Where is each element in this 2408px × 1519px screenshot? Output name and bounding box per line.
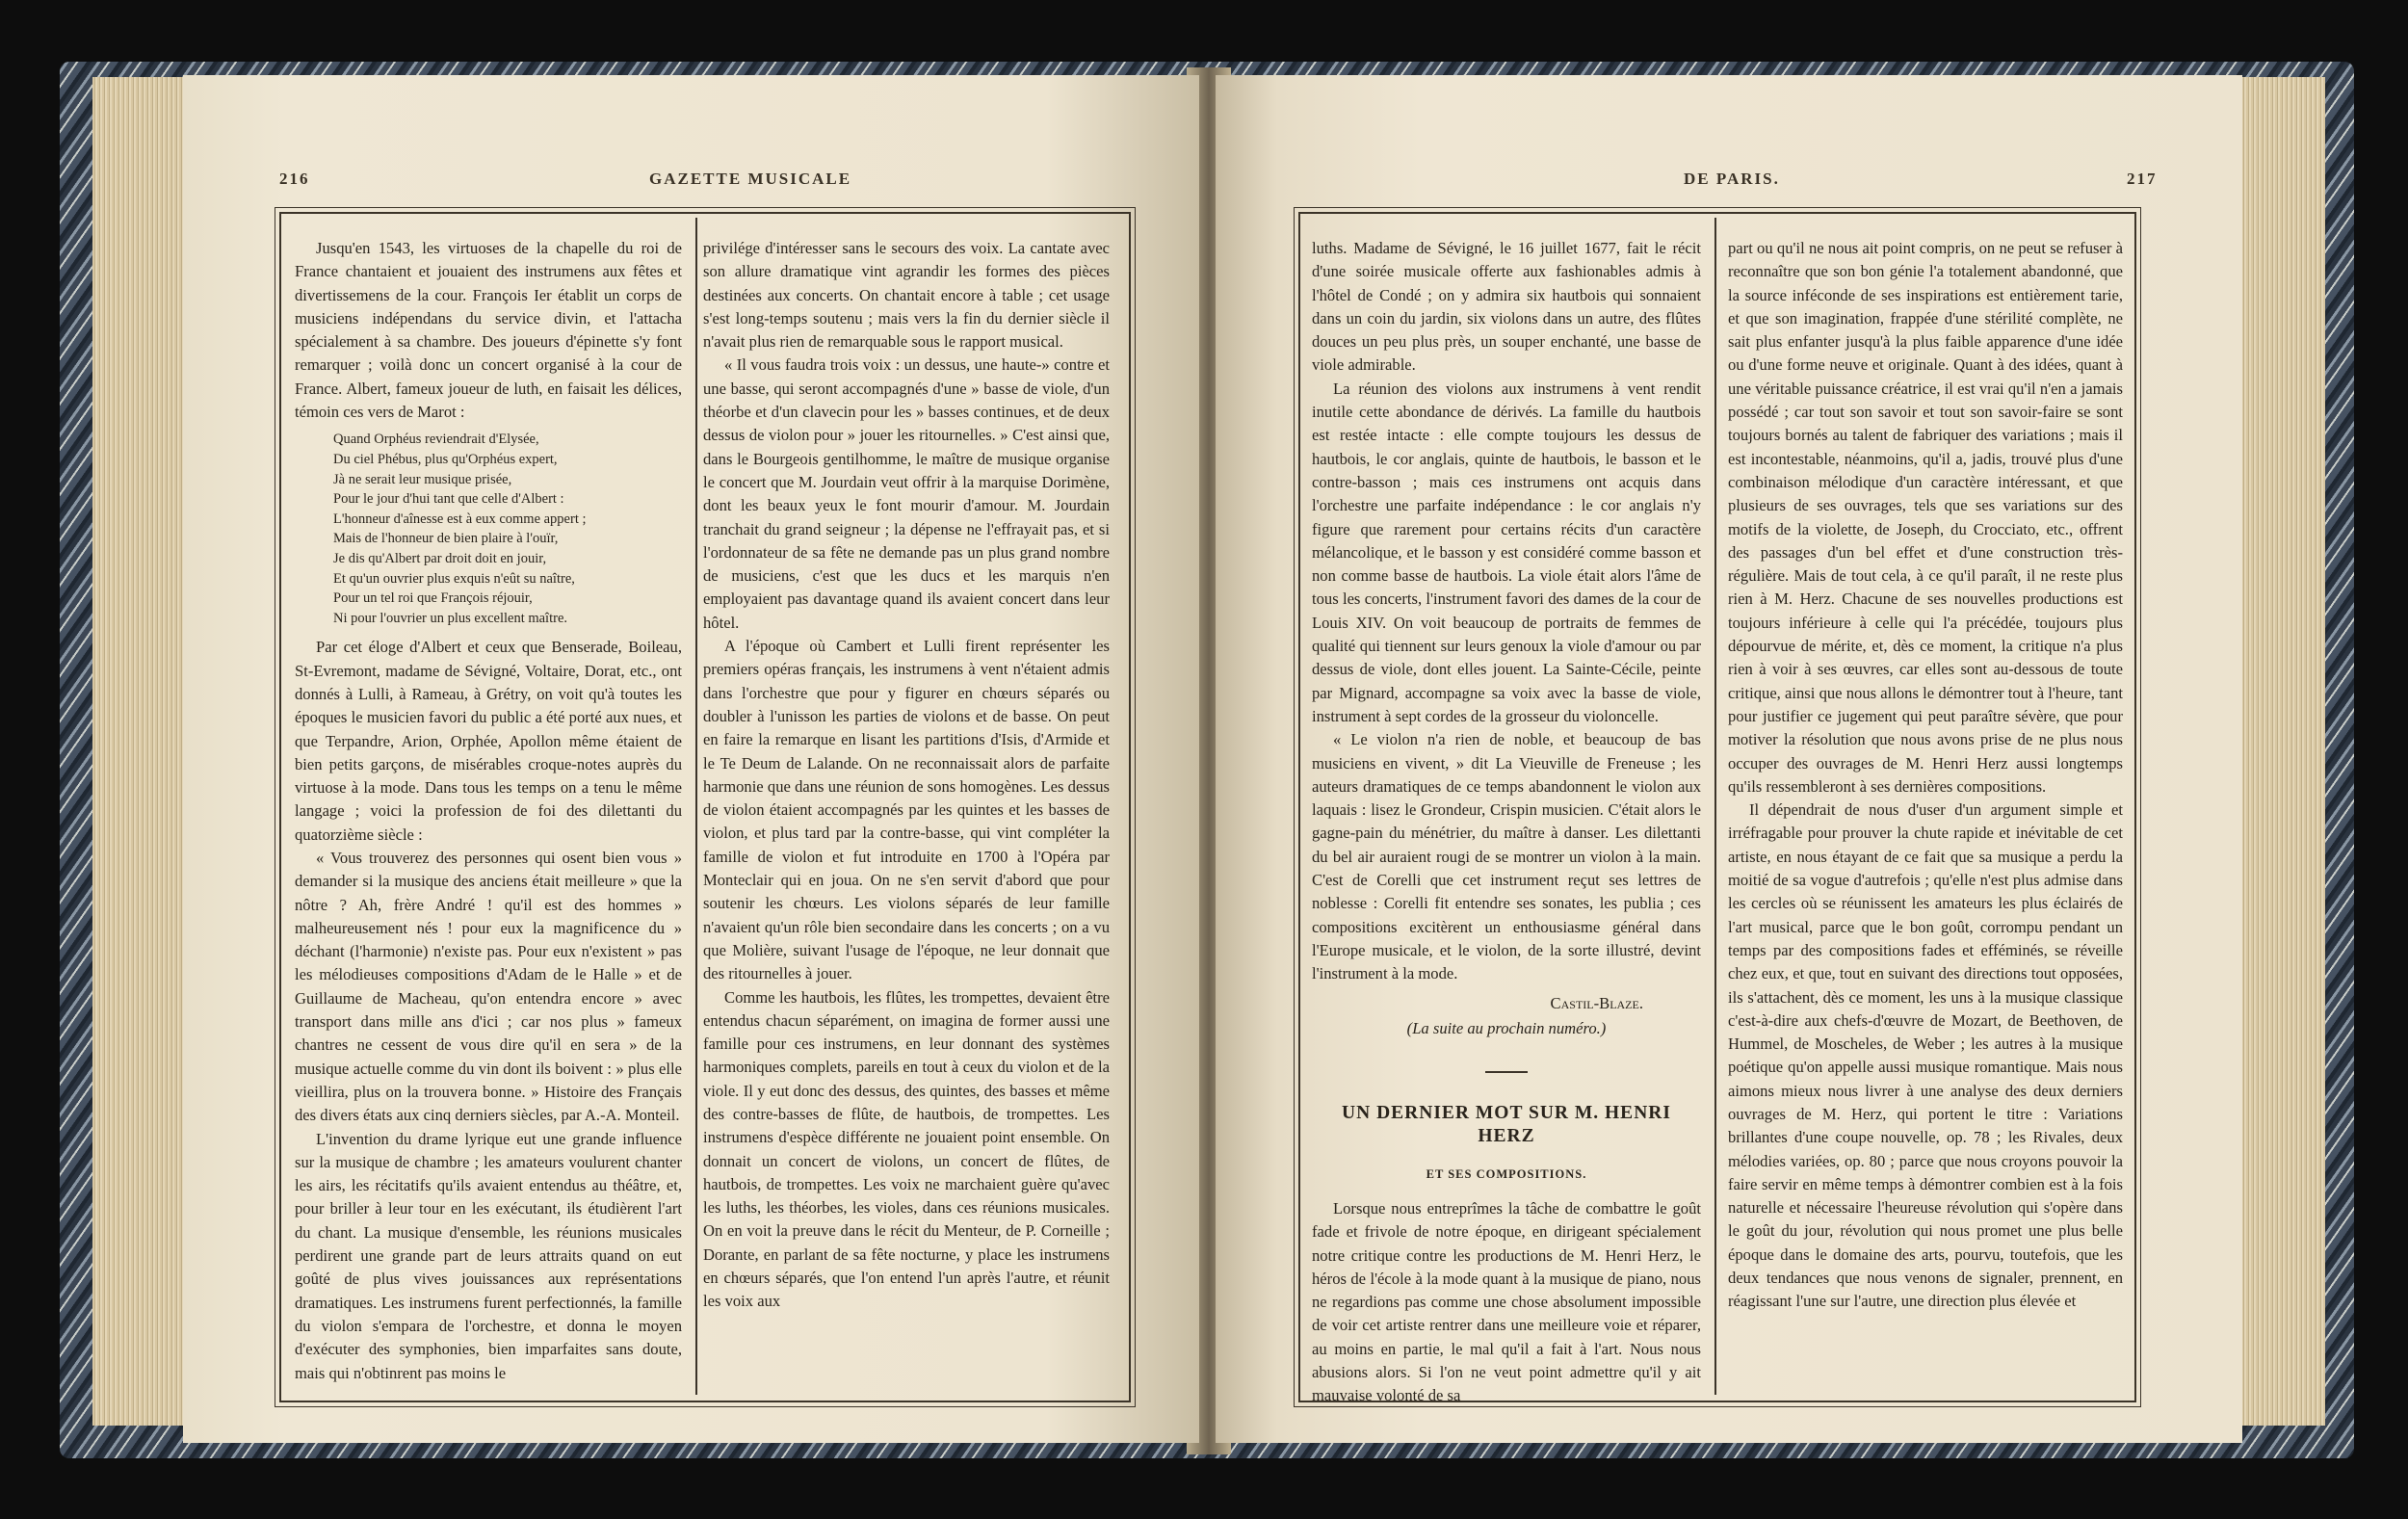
right-column-1 <box>1312 237 1701 1408</box>
right-page-number: 217 <box>2127 170 2158 188</box>
paragraph: L'invention du drame lyrique eut une grande influence sur la musique de chambre ; les amateurs voulurent chanter les airs, les récitatifs qu'ils avaient entendus au théâtre, et, pour briller à leur tour en les exécutant, ils étudièrent l'art du chant. La musique d'ensemble, les réunions musicales perdirent une grande part de leurs attraits quand on eut goûté de plus vives jouissances aux représentations dramatiques. Les instrumens furent perfectionnés, la famille du violon s'empara de l'orchestre, et donna le moyen d'exécuter des symphonies, bien imparfaites sans doute, mais qui n'obtinrent pas moins le <box>295 1129 682 1382</box>
verse-line: Je dis qu'Albert par droit doit en jouir, <box>333 550 547 566</box>
verse-line: Mais de l'honneur de bien plaire à l'ouïr, <box>333 531 559 547</box>
paragraph: « Vous trouverez des personnes qui osent bien vous » demander si la musique des anciens était meilleure » que la nôtre ? Ah, frère André ! qu'il est des hommes » malheureusement nés ! pour eux la magnificence du » déchant (l'harmonie) n'existe pas. Pour eux n'existent » pas les mélodieuses compositions d'Adam de le Halle » et de Guillaume de Macheau, qu'on entendra encore » avec transport dans mille ans d'ici ; car nos plus » fameux chantres ne cessent de vous dire qu'il en sera » de la musique actuelle comme du vin dont ils boivent : » plus elle vieillira, plus on la trouvera bonne. » Histoire des Français des divers états aux cinq derniers siècles, par A.-A. Monteil. <box>295 848 682 1125</box>
left-column-1 <box>295 237 682 1385</box>
marot-verse <box>333 430 682 628</box>
verse-line: Du ciel Phébus, plus qu'Orphéus expert, <box>333 451 558 467</box>
verse-line: Et qu'un ouvrier plus exquis n'eût su naître, <box>333 570 575 587</box>
left-page-number: 216 <box>279 170 310 188</box>
right-running-header: DE PARIS. <box>1684 170 1780 188</box>
verse-line: Pour le jour d'hui tant que celle d'Albert : <box>333 491 564 508</box>
right-column-2 <box>1728 237 2123 1314</box>
verse-line: Pour un tel roi que François réjouir, <box>333 590 533 607</box>
verse-line: Ni pour l'ouvrier un plus excellent maître. <box>333 610 568 626</box>
paragraph: A l'époque où Cambert et Lulli firent représenter les premiers opéras français, les instrumens à vent n'étaient admis dans l'orchestre que pour y figurer en chœurs séparés ou doubler à l'unisson les parties de violons et de basse. On peut en faire la remarque en lisant les partitions d'Isis, d'Armide et le Te Deum de Lalande. On ne reconnaissait alors de parfaite harmonie que dans une réunion de sons homogènes. Les dessus de violon étaient accompagnés par les quintes et les basses de violon, et plus tard par la contre-basse, qui vint compléter la famille de violon et fut introduite en 1700 à l'Opéra par Monteclair qui en joua. On ne s'en servit d'abord que pour soutenir les chœurs. Les violons séparés de leur famille n'avaient qu'un rôle bien secondaire dans les concerts ; on a vu que Molière, suivant l'usage de l'époque, ne leur donnait que des ritournelles à jouer. <box>703 637 1110 983</box>
verse-line: L'honneur d'aînesse est à eux comme appert ; <box>333 511 587 527</box>
section-divider <box>1485 1071 1528 1073</box>
right-column-rule <box>1714 218 1716 1395</box>
article-title: UN DERNIER MOT SUR M. HENRI HERZ <box>1342 1103 1671 1147</box>
verse-line: Quand Orphéus reviendrait d'Elysée, <box>333 432 539 448</box>
left-running-header: GAZETTE MUSICALE <box>649 170 852 188</box>
paragraph: Lorsque nous entreprîmes la tâche de combattre le goût fade et frivole de notre époque, en dirigeant spécialement notre critique contre les productions de M. Henri Herz, le héros de l'école à la mode quant à la musique de piano, nous ne regardions pas comme une chose absolument impossible de voir cet artiste rentrer dans une meilleure voie et réparer, au moins en partie, le mal qu'il a fait à l'art. Nous nous abusions alors. Si l'on ne veut point admettre qu'il y ait mauvaise volonté de sa <box>1312 1198 1701 1405</box>
paragraph: « Il vous faudra trois voix : un dessus, une haute-» contre et une basse, qui seront accompagnés d'une » basse de viole, d'un théorbe et d'un clavecin pour les » basses continues, et de deux dessus de violon pour » jouer les ritournelles. » C'est ainsi que, dans le Bourgeois gentilhomme, le maître de musique organise le concert que M. Jourdain veut offrir à la marquise Dorimène, dont les beaux yeux le font mourir d'amour. M. Jourdain tranchait du grand seigneur ; la dépense ne l'effrayait pas, et si l'ordonnateur de sa fête ne demande pas un plus grand nombre de musiciens, c'est que les ducs et les marquis n'en employaient pas davantage quand ils avaient concert dans leur hôtel. <box>703 355 1110 632</box>
paragraph: luths. Madame de Sévigné, le 16 juillet 1677, fait le récit d'une soirée musicale offerte aux fashionables admis à l'hôtel de Condé ; on y admira six hautbois qui sonnaient dans un coin du jardin, six violons dans un autre, des flûtes douces un peu plus près, un souper enchanté, une basse de viole admirable. <box>1312 239 1701 375</box>
paragraph: Comme les hautbois, les flûtes, les trompettes, devaient être entendus chacun séparément, on imagina de former aussi une famille pour ces instrumens, en leur donnant des systèmes harmoniques complets, pareils en tout à ceux du violon et de la viole. Il y eut donc des dessus, des quintes, des basses et même des contre-basses de flûte, de hautbois, de trompettes. Les instrumens d'espèce différente ne jouaient point ensemble. On donnait un concert de violons, un concert de flûtes, de hautbois, de trompettes. Les voix ne marchaient guère qu'avec les luths, les théorbes, les violes, dans ces réunions musicales. On en voit la preuve dans le récit du Menteur, de P. Corneille ; Dorante, en parlant de sa fête nocturne, y place les instrumens en chœurs séparés, que l'on entend l'un après l'autre, et réunit les voix aux <box>703 987 1110 1311</box>
paragraph: Jusqu'en 1543, les virtuoses de la chapelle du roi de France chantaient et jouaient des instrumens aux fêtes et divertissemens de la cour. François Ier établit un corps de musiciens indépendans du service divin, et l'attacha spécialement à sa chambre. Des joueurs d'épinette s'y font remarquer ; voilà donc un concert organisé à la cour de France. Albert, fameux joueur de luth, en faisait les délices, témoin ces vers de Marot : <box>295 239 682 422</box>
paragraph: La réunion des violons aux instrumens à vent rendit inutile cette abondance de dérivés. La famille du hautbois est restée intacte : elle compte toujours les dessus de hautbois, le cor anglais, quinte de hautbois, le basson et le contre-basson ; mais ces instrumens ont acquis dans l'orchestre une parfaite indépendance : le cor anglais n'y figure que rarement pour certains récits d'un caractère mélancolique, et le basson y est considéré comme basson et non comme basse de hautbois. La viole était alors l'âme de tous les concerts, l'instrument favori des dames de la cour de Louis XIV. On voit beaucoup de portraits de femmes de qualité qui tiennent sur leurs genoux la viole d'amour ou par dessus de viole, dont elles jouent. La Sainte-Cécile, peinte par Mignard, accompagne sa voix avec la basse de viole, instrument à sept cordes de la grosseur du violoncelle. <box>1312 379 1701 725</box>
left-column-rule <box>695 218 697 1395</box>
paragraph: privilége d'intéresser sans le secours des voix. La cantate avec son allure dramatique vint agrandir les formes des pièces destinées aux concerts. On chantait encore à table ; cet usage s'est long-temps soutenu ; mais vers la fin du dernier siècle il n'avait plus rien de remarquable sous le rapport musical. <box>703 239 1110 352</box>
paragraph: Il dépendrait de nous d'user d'un argument simple et irréfragable pour prouver la chute rapide et inévitable de cet artiste, en nous étayant de ce fait que sa musique a perdu la moitié de sa vogue d'autrefois ; qu'elle n'est plus admise dans les cercles où se réunissent les amateurs les plus éclairés de l'art musical, parce que le bon goût, corrompu pendant un temps par des compositions fades et efféminés, se réveille chez eux, et que, tout en suivant des directions tout opposées, ils s'attachent, dès ce moment, les uns à la musique classique c'est-à-dire aux chefs-d'œuvre de Mozart, de Beethoven, de Hummel, de Moscheles, de Weber ; les autres à la musique poétique qu'on appelle aussi musique romantique. Mais nous aimons mieux nous livrer à une analyse des deux derniers ouvrages de M. Herz, qui portent le titre : Variations brillantes d'une coupe nouvelle, op. 78 ; les Rivales, deux mélodies variées, op. 80 ; parce que nous croyons pouvoir la faire servir en même temps à démontrer combien est à la fois naturelle et nécessaire l'heureuse révolution qui s'opère dans le goût du jour, révolution qui nous promet une plus belle époque dans le domaine des arts, pourvu, toutefois, que les deux tendances que nous venons de signaler, prennent, en réagissant l'une sur l'autre, une direction plus élevée et <box>1728 800 2123 1311</box>
right-page-edges <box>2237 77 2325 1426</box>
paragraph: part ou qu'il ne nous ait point compris, on ne peut se refuser à reconnaître que son bon génie l'a totalement abandonné, que la source inféconde de ses inspirations est entièrement tarie, et que son imagination, frappée d'une stérilité complète, ne sait plus enfanter jusqu'à la plus faible apparence d'une idée ou d'une forme neuve et originale. Quant à des idées, quant à une véritable puissance créatrice, il est vrai qu'il n'en a jamais possédé ; car tout son savoir et tout son savoir-faire se sont toujours bornés au talent de fabriquer des variations ; mais il est incontestable, néanmoins, qu'il a, jadis, trouvé plus d'une combinaison mélodique d'un caractère intéressant, et que plusieurs de ses ouvrages, tels que ses variations sur des motifs de la violette, de Joseph, du Crocciato, etc., offrent des passages d'un bel effet et d'une construction très-régulière. Mais de tout cela, à ce qu'il paraît, il ne reste plus rien à M. Herz. Chacune de ses nouvelles productions est toujours inférieure à celle qui l'a précédée, toujours plus dépourvue de mérite, et, dès ce moment, la critique n'a plus rien à voir à ses œuvres, car elles sont au-dessous de toute critique, ainsi que nous allons le démontrer tout à l'heure, tant pour justifier ce jugement qui peut paraître sévère, que pour motiver la résolution que nous avons prise de ne plus nous occuper des ouvrages de M. Henri Herz aussi longtemps qu'ils ressembleront à ses dernières compositions. <box>1728 239 2123 796</box>
author-signature: Castil-Blaze. <box>1550 993 1643 1012</box>
paragraph: Par cet éloge d'Albert et ceux que Benserade, Boileau, St-Evremont, madame de Sévigné, Voltaire, Dorat, etc., ont donnés à Lulli, à Rameau, à Grétry, on voit qu'à toutes les époques le musicien favori du public a été porté aux nues, et que Terpandre, Arion, Orphée, Apollon même étaient de bien petits garçons, de misérables croque-notes auprès du virtuose à la mode. Dans tous les temps on a tenu le même langage ; voici la profession de foi des dilettanti du quatorzième siècle : <box>295 638 682 844</box>
left-column-2 <box>703 237 1110 1314</box>
verse-line: Jà ne serait leur musique prisée, <box>333 471 512 487</box>
paragraph: « Le violon n'a rien de noble, et beaucoup de bas musiciens en vivent, » dit La Vieuville de Freneuse ; les auteurs dramatiques de ce temps abandonnent le violon aux laquais : lisez le Grondeur, Crispin musicien. C'était alors le gagne-pain du ménétrier, du maître à danser. Les dilettanti du bel air auraient rougi de se montrer un violon à la main. C'est de Corelli que cet instrument reçut ses lettres de noblesse : Corelli fit entendre ses sonates, les publia ; ces compositions excitèrent un enthousiasme général dans l'Europe musicale, et le violon, de la sorte illustré, devint l'instrument à la mode. <box>1312 730 1701 983</box>
left-page-edges <box>92 77 189 1426</box>
article-subtitle: ET SES COMPOSITIONS. <box>1426 1166 1587 1181</box>
to-be-continued: (La suite au prochain numéro.) <box>1406 1018 1607 1037</box>
